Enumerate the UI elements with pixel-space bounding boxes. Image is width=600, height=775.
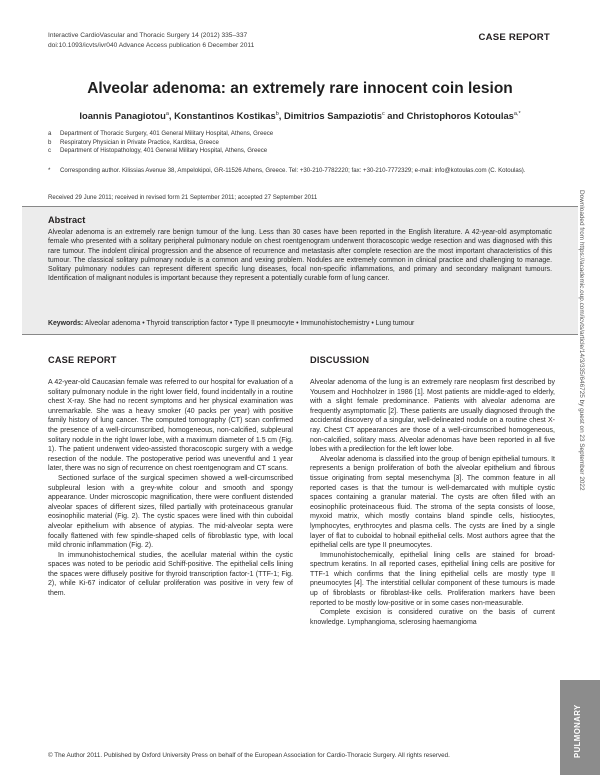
download-watermark-text[interactable]: Downloaded from https://academic.oup.com/icvts/article/14/3/335/646725 by guest on 23 September 2022 <box>578 190 585 491</box>
affiliation-item <box>48 147 273 156</box>
affiliation-mark: c <box>48 147 52 154</box>
author-name[interactable]: Ioannis Panagiotou <box>79 110 166 121</box>
author-name[interactable]: Konstantinos Kostikas <box>174 110 276 121</box>
author-separator: and <box>384 110 407 121</box>
author-affiliation-mark: a <box>165 110 169 117</box>
discussion-column <box>310 378 555 627</box>
affiliation-item <box>48 139 273 148</box>
journal-citation: Interactive CardioVascular and Thoracic Surgery 14 (2012) 335–337 <box>48 32 248 39</box>
section-tab-label: PULMONARY <box>573 704 582 758</box>
affiliation-mark: b <box>48 138 52 146</box>
affiliation-text: Respiratory Physician in Private Practice, Karditsa, Greece <box>60 138 219 146</box>
affiliation-mark: a <box>48 130 52 137</box>
download-watermark <box>578 190 588 610</box>
discussion-paragraph: Alveolar adenoma is classified into the group of benign epithelial tumours. It represents a benign proliferation of both the alveolar epithelium and fibrous tissue originating from septal mesenchyma [3]. The common feature in all reported cases is that the tumour is well-demarcated with multiple cystic spaces containing a granular material. The cysts are often filled with an eosinophilic proteinaceous fluid. The stroma of the septa consists of loose, myxoid matrix, which mostly contains bland spindle cells, histiocytes, lymphocytes, erythrocytes and plasma cells. The cysts are lined by a single layer of flat to cuboidal to hobnail epithelial cells. Most authors agree that the epithelial cells are type II pneumocytes. <box>310 455 555 550</box>
case-report-column <box>48 378 293 599</box>
keywords-label: Keywords: <box>48 320 84 327</box>
author-name[interactable]: Dimitrios Sampaziotis <box>283 110 382 121</box>
case-report-paragraph: A 42-year-old Caucasian female was referred to our hospital for evaluation of a solitary pulmonary nodule in the right lower field, found incidentally in a routine chest X-ray. She had no recent symptoms and her physical examination was unremarkable. She was a heavy smoker (40 packs per year) with positive family history of lung cancer. The computed tomography (CT) scan confirmed the presence of a well-circumscribed, homogeneous, non-calcified, subpleural solitary nodule in the right lower lobe, with a maximum diameter of 1.5 cm (Fig. 1). The patient underwent video-assisted thoracoscopic surgery with a wedge resection of the nodule. The postoperative period was uneventful and 1 year later, there was no sign of recurrence on chest roentgenogram and CT scans. <box>48 379 293 473</box>
case-report-heading: CASE REPORT <box>48 355 117 365</box>
received-dates: Received 29 June 2011; received in revised form 21 September 2011; accepted 27 September 2011 <box>48 194 318 201</box>
affiliations <box>48 130 273 156</box>
author-separator: , <box>278 110 284 121</box>
abstract-heading: Abstract <box>48 215 86 225</box>
author-affiliation-mark: c <box>381 110 385 117</box>
case-report-paragraph: In immunohistochemical studies, the acellular material within the cystic spaces was noted to be periodic acid Schiff-positive. The epithelial cells lining the spaces were diffusely positive for thyroid transcription factor-1 (TTF-1; Fig. 2), while Ki-67 indicator of cellular proliferation was positive in very few of them. <box>48 551 293 598</box>
author-separator: , <box>168 110 175 121</box>
journal-header <box>48 31 254 50</box>
discussion-paragraph: Complete excision is considered curative on the basis of current knowledge. Lymphangioma, sclerosing haemangioma <box>310 609 555 626</box>
abstract-text: Alveolar adenoma is an extremely rare benign tumour of the lung. Less than 30 cases have been reported in the English literature. A 42-year-old asymptomatic female who presented with a solitary peripheral pulmonary nodule on chest roentgenogram underwent thoracoscopic wedge resection and was diagnosed with this rare tumour. The indolent clinical progression and the absence of recurrence and metastasis after complete resection are the most important characteristics of this tumour. The classical solitary pulmonary nodule is a common and vexing problem. Nodules are extremely common in clinical practice and challenging to manage. Solitary pulmonary nodules can represent different specific lung diseases, focal non-specific inflammations, and primary and secondary malignant tumours. Identification of malignant nodules is important because they represent a potentially curable form of lung cancer. <box>48 229 552 283</box>
author-name[interactable]: Christophoros Kotoulas <box>406 110 514 121</box>
author-affiliation-mark: a,* <box>513 110 521 117</box>
discussion-heading: DISCUSSION <box>310 355 370 365</box>
article-type: CASE REPORT <box>478 32 550 43</box>
article-title: Alveolar adenoma: an extremely rare innocent coin lesion <box>87 80 513 97</box>
abstract-box <box>22 206 578 335</box>
copyright-footer: © The Author 2011. Published by Oxford University Press on behalf of the European Association for Cardio-Thoracic Surgery. All rights reserved. <box>48 752 450 759</box>
doi-line: doi:10.1093/icvts/ivr040 Advance Access publication 6 December 2011 <box>48 41 255 49</box>
corresponding-author <box>48 167 553 176</box>
author-affiliation-mark: b <box>275 110 279 117</box>
discussion-paragraph: Immunohistochemically, epithelial lining cells are stained for broad-spectrum keratins. In all reported cases, epithelial lining cells are positive for TTF-1 which confirms that the lining epithelial cells are mostly type II pneumocytes [4]. The interstitial cellular component of these tumours is made up of fibroblasts or fibroblast-like cells. Proliferation markers have been reported to be mostly low-positive or in some cases non-measurable. <box>310 551 555 607</box>
affiliation-item <box>48 130 273 139</box>
section-tab <box>560 680 600 775</box>
corresponding-mark: * <box>48 167 51 174</box>
author-list <box>20 110 580 121</box>
affiliation-text: Department of Histopathology, 401 General Military Hospital, Athens, Greece <box>60 147 268 154</box>
keywords-list: Alveolar adenoma • Thyroid transcription factor • Type II pneumocyte • Immunohistochemistry • Lung tumour <box>83 320 415 327</box>
case-report-paragraph: Sectioned surface of the surgical specimen showed a well-circumscribed subpleural lesion with a grey-white colour and smooth and spongy appearance. Under microscopic magnification, there were confluent distended alveolar spaces of different sizes, filled partially with proteinaceous granular eosinophilic material (Fig. 2). The cystic spaces were lined with thin cuboidal alveolar epithelium with absence of atypias. The mid-alveolar septa were focally flattened with few spindle-shaped cells of fibroblastic type, with local mild chronic inflammation (Fig. 2). <box>48 474 293 550</box>
discussion-paragraph: Alveolar adenoma of the lung is an extremely rare neoplasm first described by Yousem and Hochholzer in 1986 [1]. Most patients are middle-aged to elderly, with a slight female predominance. Patients with alveolar adenoma are frequently asymptomatic [2]. These patients are usually diagnosed through the accidental discovery of a singular, well-delineated nodule on a routine chest X-ray. Chest CT appearances are those of a well-circumscribed homogeneous, non-calcified, solitary mass. Alveolar adenomas have been reported in all five lobes with a predilection for the left lower lobe. <box>310 379 555 454</box>
corresponding-text: Corresponding author. Kilissias Avenue 38, Ampelokipoi, GR-11526 Athens, Greece. Tel: +30-210-7782220; fax: +30-210-7772329; e-mail: info@kotoulas.com (C. Kotoulas). <box>60 167 526 174</box>
keywords <box>48 320 414 327</box>
affiliation-text: Department of Thoracic Surgery, 401 General Military Hospital, Athens, Greece <box>60 130 274 137</box>
